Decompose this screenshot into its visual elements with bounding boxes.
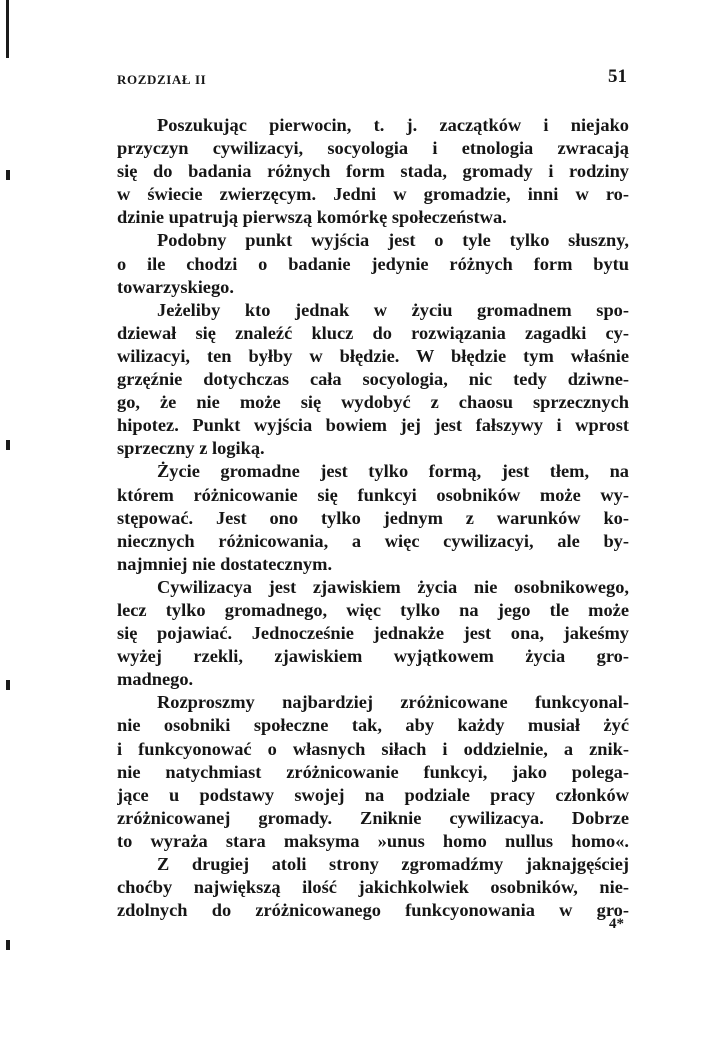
text-line: Jeżeliby kto jednak w życiu gromadnem spo-	[157, 299, 629, 320]
text-line: Poszukując pierwocin, t. j. zaczątków i niejako	[157, 115, 629, 135]
text-line: w świecie zwierzęcym. Jedni w gromadzie, inni w ro-	[117, 184, 629, 205]
page-number: 51	[608, 66, 627, 87]
text-line: Podobny punkt wyjścia jest o tyle tylko słuszny,	[157, 230, 629, 251]
text-line: choćby największą ilość jakichkolwiek osobników, nie-	[117, 877, 629, 898]
scan-edge-dot	[6, 440, 10, 450]
text-line: najmniej nie dostatecznym.	[117, 553, 333, 574]
text-line: dziewał się znaleźć klucz do rozwiązania zagadki cy-	[117, 322, 629, 343]
text-line: nie natychmiast zróżnicowanie funkcyi, jako polega-	[117, 761, 629, 782]
scan-edge-dot	[6, 170, 10, 180]
page-header	[117, 66, 627, 96]
text-line: zróżnicowanej gromady. Zniknie cywilizacya. Dobrze	[117, 807, 629, 828]
text-line: się do badania różnych form stada, gromady i rodziny	[117, 161, 629, 182]
text-line: i funkcyonować o własnych siłach i oddzielnie, a znik-	[117, 738, 629, 759]
scan-edge-mark	[6, 0, 9, 58]
signature-mark: 4*	[609, 916, 624, 932]
text-line: grzęźnie dotychczas cała socyologia, nic tedy dziwne-	[117, 369, 629, 390]
text-line: stępować. Jest ono tylko jednym z warunków ko-	[117, 507, 629, 528]
text-line: Rozproszmy najbardziej zróżnicowane funkcyonal-	[157, 692, 629, 713]
text-line: hipotez. Punkt wyjścia bowiem jej jest fałszywy i wprost	[117, 415, 629, 436]
text-line: Życie gromadne jest tylko formą, jest tłem, na	[157, 461, 629, 482]
text-line: sprzeczny z logiką.	[117, 438, 265, 459]
text-line: zdolnych do zróżnicowanego funkcyonowania w gro-	[117, 900, 629, 921]
text-line: nie osobniki społeczne tak, aby każdy musiał żyć	[117, 715, 629, 736]
text-line: dzinie upatrują pierwszą komórkę społeczeństwa.	[117, 207, 507, 228]
text-line: go, że nie może się wydobyć z chaosu sprzecznych	[117, 392, 629, 413]
running-head: ROZDZIAŁ II	[117, 72, 207, 87]
text-line: Z drugiej atoli strony zgromadźmy jaknajgęściej	[157, 854, 629, 874]
text-line: lecz tylko gromadnego, więc tylko na jego tle może	[117, 599, 629, 620]
text-line: Cywilizacya jest zjawiskiem życia nie osobnikowego,	[157, 576, 629, 597]
text-line: to wyraża stara maksyma »unus homo nullus homo«.	[117, 830, 629, 851]
text-line: którem różnicowanie się funkcyi osobników może wy-	[117, 484, 629, 505]
scan-edge-dot	[6, 680, 10, 690]
text-line: wyżej rzekli, zjawiskiem wyjątkowem życia gro-	[117, 646, 629, 667]
text-line: jące u podstawy swojej na podziale pracy członków	[117, 784, 629, 805]
text-line: o ile chodzi o badanie jedynie różnych form bytu	[117, 253, 629, 274]
text-line: niecznych różnicowania, a więc cywilizacyi, ale by-	[117, 530, 629, 551]
text-line: madnego.	[117, 669, 194, 690]
text-line: wilizacyi, ten byłby w błędzie. W błędzie tym właśnie	[117, 345, 629, 366]
text-line: towarzyskiego.	[117, 276, 234, 297]
scan-edge-dot	[6, 940, 10, 950]
text-line: się pojawiać. Jednocześnie jednakże jest ona, jakeśmy	[117, 623, 629, 644]
body-text	[117, 114, 629, 922]
text-line: przyczyn cywilizacyi, socyologia i etnologia zwracają	[117, 138, 629, 159]
